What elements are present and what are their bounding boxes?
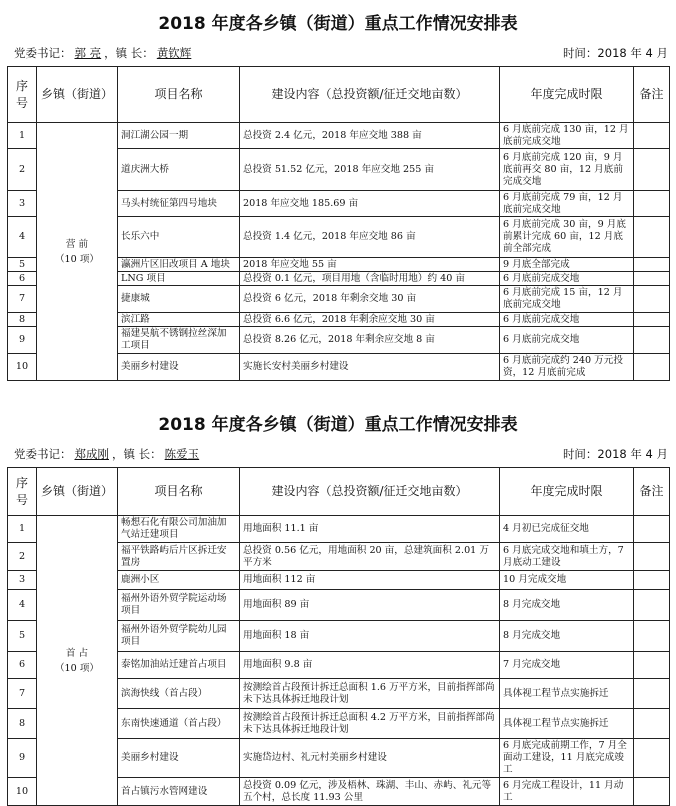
project-deadline: 具体视工程节点实施拆迁 <box>500 709 634 739</box>
town-cell: 首 占 （10 项） <box>37 516 118 806</box>
table-row <box>8 516 670 543</box>
project-remark <box>634 327 670 354</box>
row-no: 9 <box>8 327 37 354</box>
project-content: 实施岱边村、礼元村美丽乡村建设 <box>240 739 500 778</box>
project-deadline: 6 月底前完成 15 亩，12 月底前完成交地 <box>500 286 634 313</box>
project-remark <box>634 543 670 571</box>
project-name: 美丽乡村建设 <box>118 739 240 778</box>
project-name: 鹿洲小区 <box>118 571 240 590</box>
header-seq: 序 号 <box>8 468 37 516</box>
project-deadline: 8 月完成交地 <box>500 621 634 652</box>
row-no: 5 <box>8 621 37 652</box>
project-remark <box>634 286 670 313</box>
project-remark <box>634 191 670 217</box>
row-no: 1 <box>8 516 37 543</box>
secretary-name: 郭 亮 <box>74 46 102 60</box>
town-cell: 营 前 （10 项） <box>37 123 118 381</box>
project-content: 按测绘首占段预计拆迁总面积 4.2 万平方米，目前指挥部尚未下达具体拆迁地段计划 <box>240 709 500 739</box>
mayor-name: 陈爱玉 <box>164 447 200 461</box>
project-remark <box>634 590 670 621</box>
mayor-label: ，镇 长： <box>104 46 154 60</box>
project-name: 洞江湖公园一期 <box>118 123 240 149</box>
secretary-name: 郑成刚 <box>74 447 109 461</box>
meta-line <box>14 45 668 63</box>
project-content: 总投资 0.09 亿元，涉及梧林、珠湖、丰山、赤屿、礼元等五个村，总长度 11.93 公里 <box>240 778 500 806</box>
row-no: 4 <box>8 217 37 258</box>
project-deadline: 10 月完成交地 <box>500 571 634 590</box>
project-content: 总投资 1.4 亿元，2018 年应交地 86 亩 <box>240 217 500 258</box>
project-name: 滨海快线（首占段） <box>118 679 240 709</box>
project-deadline: 4 月初已完成征交地 <box>500 516 634 543</box>
date-label: 时间：2018 年 4 月 <box>562 46 668 60</box>
row-no: 8 <box>8 313 37 327</box>
row-no: 10 <box>8 778 37 806</box>
header-content: 建设内容（总投资额/征迁交地亩数） <box>240 468 500 516</box>
project-content: 用地面积 89 亩 <box>240 590 500 621</box>
row-no: 3 <box>8 571 37 590</box>
project-deadline: 6 月底完成前期工作，7 月全面动工建设，11 月底完成竣工 <box>500 739 634 778</box>
project-remark <box>634 272 670 286</box>
project-deadline: 6 月底前完成 30 亩，9 月底前累计完成 60 亩，12 月底前全部完成 <box>500 217 634 258</box>
row-no: 2 <box>8 543 37 571</box>
project-content: 实施长安村美丽乡村建设 <box>240 354 500 381</box>
project-remark <box>634 778 670 806</box>
project-content: 2018 年应交地 55 亩 <box>240 258 500 272</box>
project-deadline: 6 月底完成交地和填土方，7 月底动工建设 <box>500 543 634 571</box>
project-content: 总投资 51.52 亿元，2018 年应交地 255 亩 <box>240 149 500 191</box>
project-deadline: 6 月底前完成交地 <box>500 327 634 354</box>
project-remark <box>634 354 670 381</box>
project-remark <box>634 709 670 739</box>
project-name: 泰铭加油站迁建首占项目 <box>118 652 240 679</box>
row-no: 3 <box>8 191 37 217</box>
project-name: 畅想石化有限公司加油加气站迁建项目 <box>118 516 240 543</box>
row-no: 2 <box>8 149 37 191</box>
project-deadline: 6 月底前完成 79 亩，12 月底前完成交地 <box>500 191 634 217</box>
project-content: 用地面积 18 亩 <box>240 621 500 652</box>
project-name: 首占镇污水管网建设 <box>118 778 240 806</box>
project-name: LNG 项目 <box>118 272 240 286</box>
row-no: 7 <box>8 679 37 709</box>
mayor-label: ，镇 长： <box>112 447 162 461</box>
project-remark <box>634 313 670 327</box>
row-no: 9 <box>8 739 37 778</box>
project-content: 2018 年应交地 185.69 亩 <box>240 191 500 217</box>
project-deadline: 6 月底前完成交地 <box>500 272 634 286</box>
header-project: 项目名称 <box>118 67 240 123</box>
project-name: 滨江路 <box>118 313 240 327</box>
date-label: 时间：2018 年 4 月 <box>562 447 668 461</box>
project-name: 捷康城 <box>118 286 240 313</box>
project-name: 道庆洲大桥 <box>118 149 240 191</box>
project-content: 总投资 0.1 亿元，项目用地（含临时用地）约 40 亩 <box>240 272 500 286</box>
project-deadline: 6 月底前完成 130 亩，12 月底前完成交地 <box>500 123 634 149</box>
project-name: 瀛洲片区旧改项目 A 地块 <box>118 258 240 272</box>
header-row <box>8 468 670 516</box>
project-content: 用地面积 11.1 亩 <box>240 516 500 543</box>
header-row <box>8 67 670 123</box>
project-deadline: 6 月底前完成约 240 万元投资，12 月底前完成 <box>500 354 634 381</box>
project-content: 总投资 6 亿元，2018 年剩余交地 30 亩 <box>240 286 500 313</box>
header-content: 建设内容（总投资额/征迁交地亩数） <box>240 67 500 123</box>
project-deadline: 8 月完成交地 <box>500 590 634 621</box>
project-remark <box>634 149 670 191</box>
row-no: 5 <box>8 258 37 272</box>
project-deadline: 9 月底全部完成 <box>500 258 634 272</box>
header-town: 乡镇（街道） <box>37 468 118 516</box>
header-remark: 备注 <box>634 468 670 516</box>
project-remark <box>634 571 670 590</box>
project-remark <box>634 739 670 778</box>
project-deadline: 7 月完成交地 <box>500 652 634 679</box>
row-no: 6 <box>8 272 37 286</box>
project-content: 总投资 8.26 亿元，2018 年剩余应交地 8 亩 <box>240 327 500 354</box>
header-deadline: 年度完成时限 <box>500 468 634 516</box>
meta-line <box>14 446 668 464</box>
table-row <box>8 123 670 149</box>
project-remark <box>634 679 670 709</box>
project-content: 总投资 0.56 亿元，用地面积 20 亩，总建筑面积 2.01 万平方米 <box>240 543 500 571</box>
project-remark <box>634 258 670 272</box>
table-title: 2018 年度各乡镇（街道）重点工作情况安排表 <box>158 14 518 34</box>
project-name: 福州外语外贸学院运动场项目 <box>118 590 240 621</box>
project-remark <box>634 217 670 258</box>
project-name: 福州外语外贸学院幼儿园项目 <box>118 621 240 652</box>
row-no: 6 <box>8 652 37 679</box>
table-title: 2018 年度各乡镇（街道）重点工作情况安排表 <box>158 415 518 435</box>
project-content: 总投资 6.6 亿元，2018 年剩余应交地 30 亩 <box>240 313 500 327</box>
project-remark <box>634 621 670 652</box>
header-town: 乡镇（街道） <box>37 67 118 123</box>
project-name: 福建昊航不锈钢拉丝深加工项目 <box>118 327 240 354</box>
project-content: 用地面积 112 亩 <box>240 571 500 590</box>
schedule-table <box>7 467 670 806</box>
project-name: 福平铁路屿后片区拆迁安置房 <box>118 543 240 571</box>
row-no: 8 <box>8 709 37 739</box>
row-no: 4 <box>8 590 37 621</box>
schedule-table <box>7 66 670 381</box>
project-name: 长乐六中 <box>118 217 240 258</box>
project-deadline: 6 月底前完成交地 <box>500 313 634 327</box>
project-content: 按测绘首占段预计拆迁总面积 1.6 万平方米，目前指挥部尚未下达具体拆迁地段计划 <box>240 679 500 709</box>
project-remark <box>634 516 670 543</box>
header-seq: 序 号 <box>8 67 37 123</box>
secretary-label: 党委书记： <box>14 447 72 461</box>
project-deadline: 6 月底前完成 120 亩，9 月底前再交 80 亩，12 月底前完成交地 <box>500 149 634 191</box>
mayor-name: 黄钦辉 <box>156 46 192 60</box>
secretary-label: 党委书记： <box>14 46 72 60</box>
row-no: 10 <box>8 354 37 381</box>
header-remark: 备注 <box>634 67 670 123</box>
header-deadline: 年度完成时限 <box>500 67 634 123</box>
project-remark <box>634 123 670 149</box>
project-name: 东南快速通道（首占段） <box>118 709 240 739</box>
row-no: 7 <box>8 286 37 313</box>
project-content: 用地面积 9.8 亩 <box>240 652 500 679</box>
row-no: 1 <box>8 123 37 149</box>
project-deadline: 具体视工程节点实施拆迁 <box>500 679 634 709</box>
project-remark <box>634 652 670 679</box>
project-deadline: 6 月完成工程设计，11 月动工 <box>500 778 634 806</box>
project-name: 马头村统征第四号地块 <box>118 191 240 217</box>
header-project: 项目名称 <box>118 468 240 516</box>
project-name: 美丽乡村建设 <box>118 354 240 381</box>
project-content: 总投资 2.4 亿元，2018 年应交地 388 亩 <box>240 123 500 149</box>
